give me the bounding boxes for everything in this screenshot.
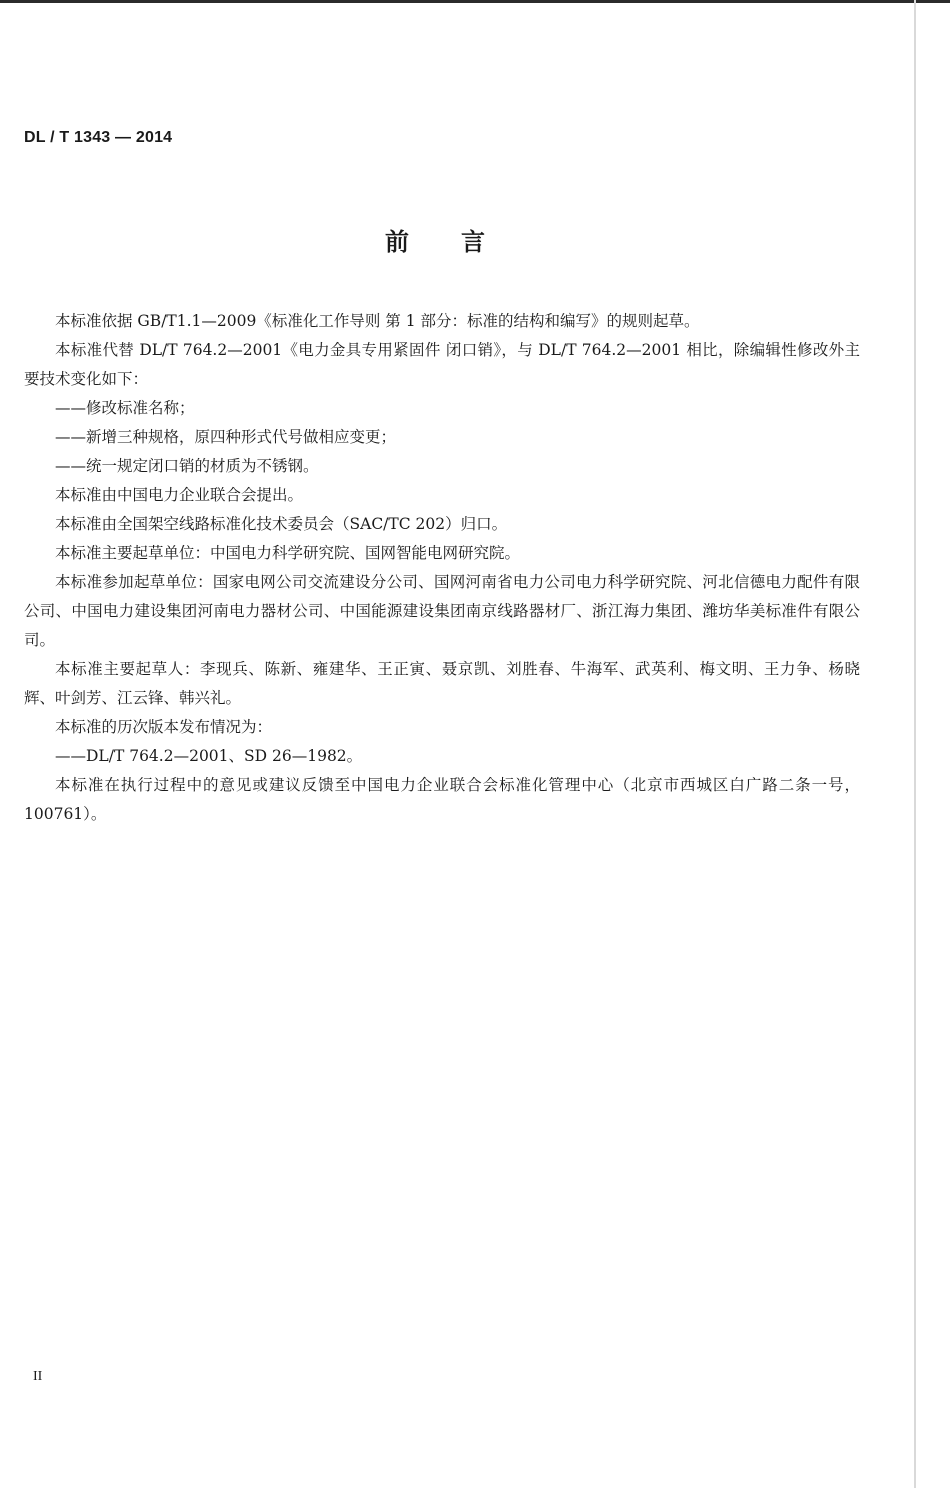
paragraph-main-drafters-units: 本标准主要起草单位：中国电力科学研究院、国网智能电网研究院。	[55, 544, 521, 562]
top-border-rule	[0, 0, 950, 3]
change-item-specs: ——新增三种规格，原四种形式代号做相应变更；	[55, 428, 397, 446]
paragraph-history-intro: 本标准的历次版本发布情况为：	[55, 718, 273, 736]
paragraph-basis: 本标准依据 GB/T1.1—2009《标准化工作导则 第 1 部分：标准的结构和编写》的规则起草。	[55, 312, 700, 330]
paragraph-administrator: 本标准由全国架空线路标准化技术委员会（SAC/TC 202）归口。	[55, 515, 508, 533]
history-item: ——DL/T 764.2—2001、SD 26—1982。	[55, 747, 363, 765]
change-item-material: ——统一规定闭口销的材质为不锈钢。	[55, 457, 319, 475]
paragraph-replacement: 本标准代替 DL/T 764.2—2001《电力金具专用紧固件 闭口销》，与 DL/T 764.2—2001 相比，除编辑性修改外主要技术变化如下：	[24, 341, 860, 388]
change-item-name: ——修改标准名称；	[55, 399, 195, 417]
page-edge-line	[914, 0, 916, 1488]
document-code: DL / T 1343 — 2014	[24, 129, 173, 146]
paragraph-main-drafters: 本标准主要起草人：李现兵、陈新、雍建华、王正寅、聂京凯、刘胜春、牛海军、武英利、梅文明、王力争、杨晓辉、叶剑芳、江云锋、韩兴礼。	[24, 660, 860, 707]
page-number: II	[33, 1369, 43, 1384]
foreword-body	[24, 307, 860, 829]
paragraph-feedback: 本标准在执行过程中的意见或建议反馈至中国电力企业联合会标准化管理中心（北京市西城区白广路二条一号，100761）。	[24, 776, 860, 823]
paragraph-proposer: 本标准由中国电力企业联合会提出。	[55, 486, 304, 504]
paragraph-participating-units: 本标准参加起草单位：国家电网公司交流建设分公司、国网河南省电力公司电力科学研究院、河北信德电力配件有限公司、中国电力建设集团河南电力器材公司、中国能源建设集团南京线路器材厂、浙江海力集团、潍坊华美标准件有限公司。	[24, 573, 860, 649]
page-title: 前言	[385, 228, 537, 256]
